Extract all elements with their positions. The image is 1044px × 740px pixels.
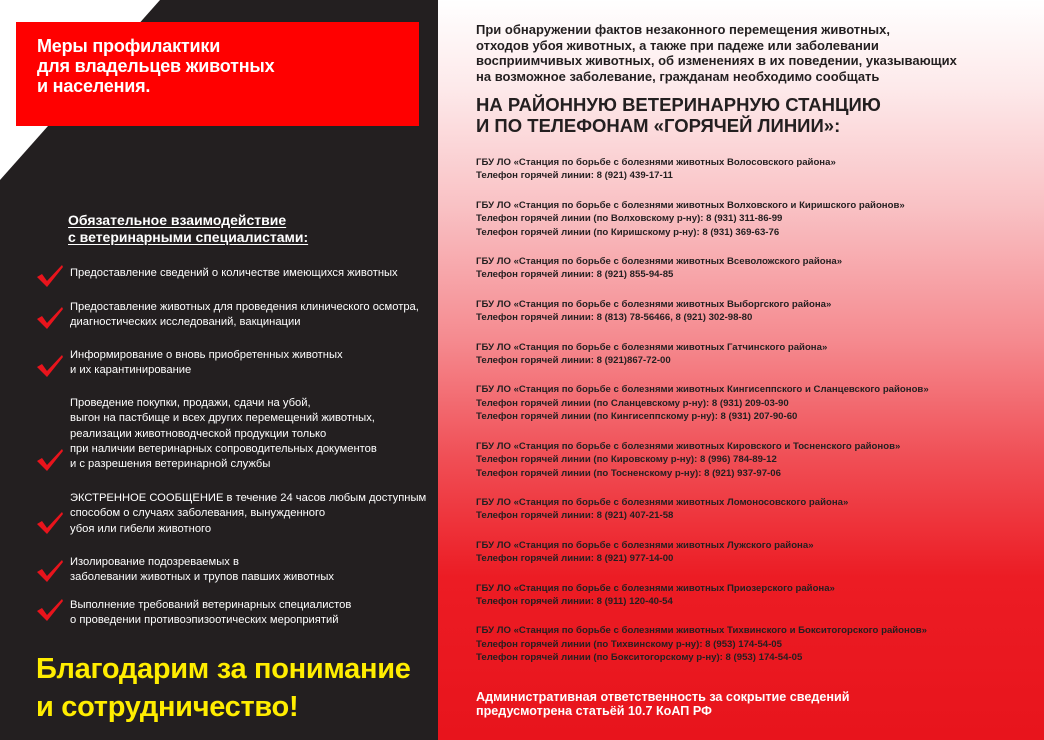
hotline-phone: Телефон горячей линии: 8 (921) 439-17-11 [476,170,673,182]
hotline-phone: Телефон горячей линии (по Кировскому р-ну): 8 (996) 784-89-12 [476,454,777,466]
intro-paragraph: При обнаружении фактов незаконного перемещения животных, отходов убоя животных, а также при падеже или заболевании восприимчивых животных, об изменениях в их поведении, указывающих на возможное заболевание, гражданам необходимо сообщать [476,22,957,84]
station-name: ГБУ ЛО «Станция по борьбе с болезнями животных Выборгского района» [476,298,832,310]
station-name: ГБУ ЛО «Станция по борьбе с болезнями животных Всеволожского района» [476,256,843,268]
stations-list [476,156,1040,665]
hotline-phone: Телефон горячей линии: 8 (921) 855-94-85 [476,269,674,281]
hotline-phone: Телефон горячей линии (по Тихвинскому р-ну): 8 (953) 174-54-05 [476,638,782,650]
station-name: ГБУ ЛО «Станция по борьбе с болезнями животных Приозерского района» [476,582,835,594]
list-item-text: Предоставление животных для проведения клинического осмотра, диагностических исследований, вакцинации [70,301,419,329]
hotline-phone: Телефон горячей линии (по Сланцевскому р-ну): 8 (931) 209-03-90 [476,397,789,409]
list-item-text: Выполнение требований ветеринарных специалистов о проведении противоэпизоотических мероприятий [70,599,352,627]
hotline-phone: Телефон горячей линии (по Волховскому р-ну): 8 (931) 311-86-99 [476,213,783,225]
left-panel [0,0,438,740]
list-item-text: Предоставление сведений о количестве имеющихся животных [70,267,398,279]
station-block [476,440,1040,480]
hotline-phone: Телефон горячей линии: 8 (813) 78-56466, 8 (921) 302-98-80 [476,312,753,324]
red-checkmark-icon [36,354,64,378]
station-block [476,383,1040,423]
station-block [476,255,1040,282]
hotline-phone: Телефон горячей линии (по Тосненскому р-ну): 8 (921) 937-97-06 [476,467,781,479]
red-checkmark-icon [36,511,64,535]
obligatory-interaction-title: Обязательное взаимодействие с ветеринарными специалистами: [68,212,309,245]
header-title: Меры профилактики для владельцев животных и населения. [37,36,275,96]
station-block [476,496,1040,523]
station-block [476,582,1040,609]
red-checkmark-icon [36,306,64,330]
station-name: ГБУ ЛО «Станция по борьбе с болезнями животных Тихвинского и Бокситогорского районов» [476,625,927,637]
list-item-text: Информирование о вновь приобретенных животных и их карантинирование [70,349,343,377]
station-name: ГБУ ЛО «Станция по борьбе с болезнями животных Лужского района» [476,539,814,551]
red-checkmark-icon [36,559,64,583]
station-block [476,624,1040,664]
hotline-phone: Телефон горячей линии (по Кингисеппскому р-ну): 8 (931) 207-90-60 [476,411,798,423]
hotline-phone: Телефон горячей линии: 8 (921) 977-14-00 [476,553,674,565]
list-item-text: Проведение покупки, продажи, сдачи на убой, выгон на пастбище и всех других перемещений животных, реализации животноводческой продукции только при наличии ветеринарных сопроводительных документов и с разрешения ветеринарной службы [70,397,377,471]
list-item-text: Изолирование подозреваемых в заболевании животных и трупов павших животных [70,556,334,584]
header-box [16,22,419,126]
red-checkmark-icon [36,448,64,472]
hotline-phone: Телефон горячей линии (по Киришскому р-ну): 8 (931) 369-63-76 [476,226,780,238]
red-checkmark-icon [36,264,64,288]
hotline-phone: Телефон горячей линии (по Бокситогорскому р-ну): 8 (953) 174-54-05 [476,652,803,664]
station-name: ГБУ ЛО «Станция по борьбе с болезнями животных Кировского и Тосненского районов» [476,440,901,452]
station-block [476,199,1040,239]
station-block [476,341,1040,368]
thanks-message: Благодарим за понимание и сотрудничество! [36,653,411,723]
right-panel [438,0,1044,740]
hotline-heading: НА РАЙОННУЮ ВЕТЕРИНАРНУЮ СТАНЦИЮ И ПО ТЕЛЕФОНАМ «ГОРЯЧЕЙ ЛИНИИ»: [476,94,881,136]
station-name: ГБУ ЛО «Станция по борьбе с болезнями животных Гатчинского района» [476,341,828,353]
station-name: ГБУ ЛО «Станция по борьбе с болезнями животных Кингисеппского и Сланцевского районов» [476,384,929,396]
hotline-phone: Телефон горячей линии: 8 (921) 407-21-58 [476,510,674,522]
station-block [476,156,1040,183]
station-block [476,298,1040,325]
legal-footer: Административная ответственность за сокрытие сведений предусмотрена статьёй 10.7 КоАП РФ [476,690,850,718]
red-checkmark-icon [36,598,64,622]
list-item-text: ЭКСТРЕННОЕ СООБЩЕНИЕ в течение 24 часов любым доступным способом о случаях заболевания, вынужденного убоя или гибели животного [70,492,427,535]
hotline-phone: Телефон горячей линии: 8 (921)867-72-00 [476,355,671,367]
station-name: ГБУ ЛО «Станция по борьбе с болезнями животных Волховского и Киришского районов» [476,199,905,211]
station-block [476,539,1040,566]
station-name: ГБУ ЛО «Станция по борьбе с болезнями животных Ломоносовского района» [476,496,849,508]
hotline-phone: Телефон горячей линии: 8 (911) 120-40-54 [476,595,673,607]
station-name: ГБУ ЛО «Станция по борьбе с болезнями животных Волосовского района» [476,157,836,168]
